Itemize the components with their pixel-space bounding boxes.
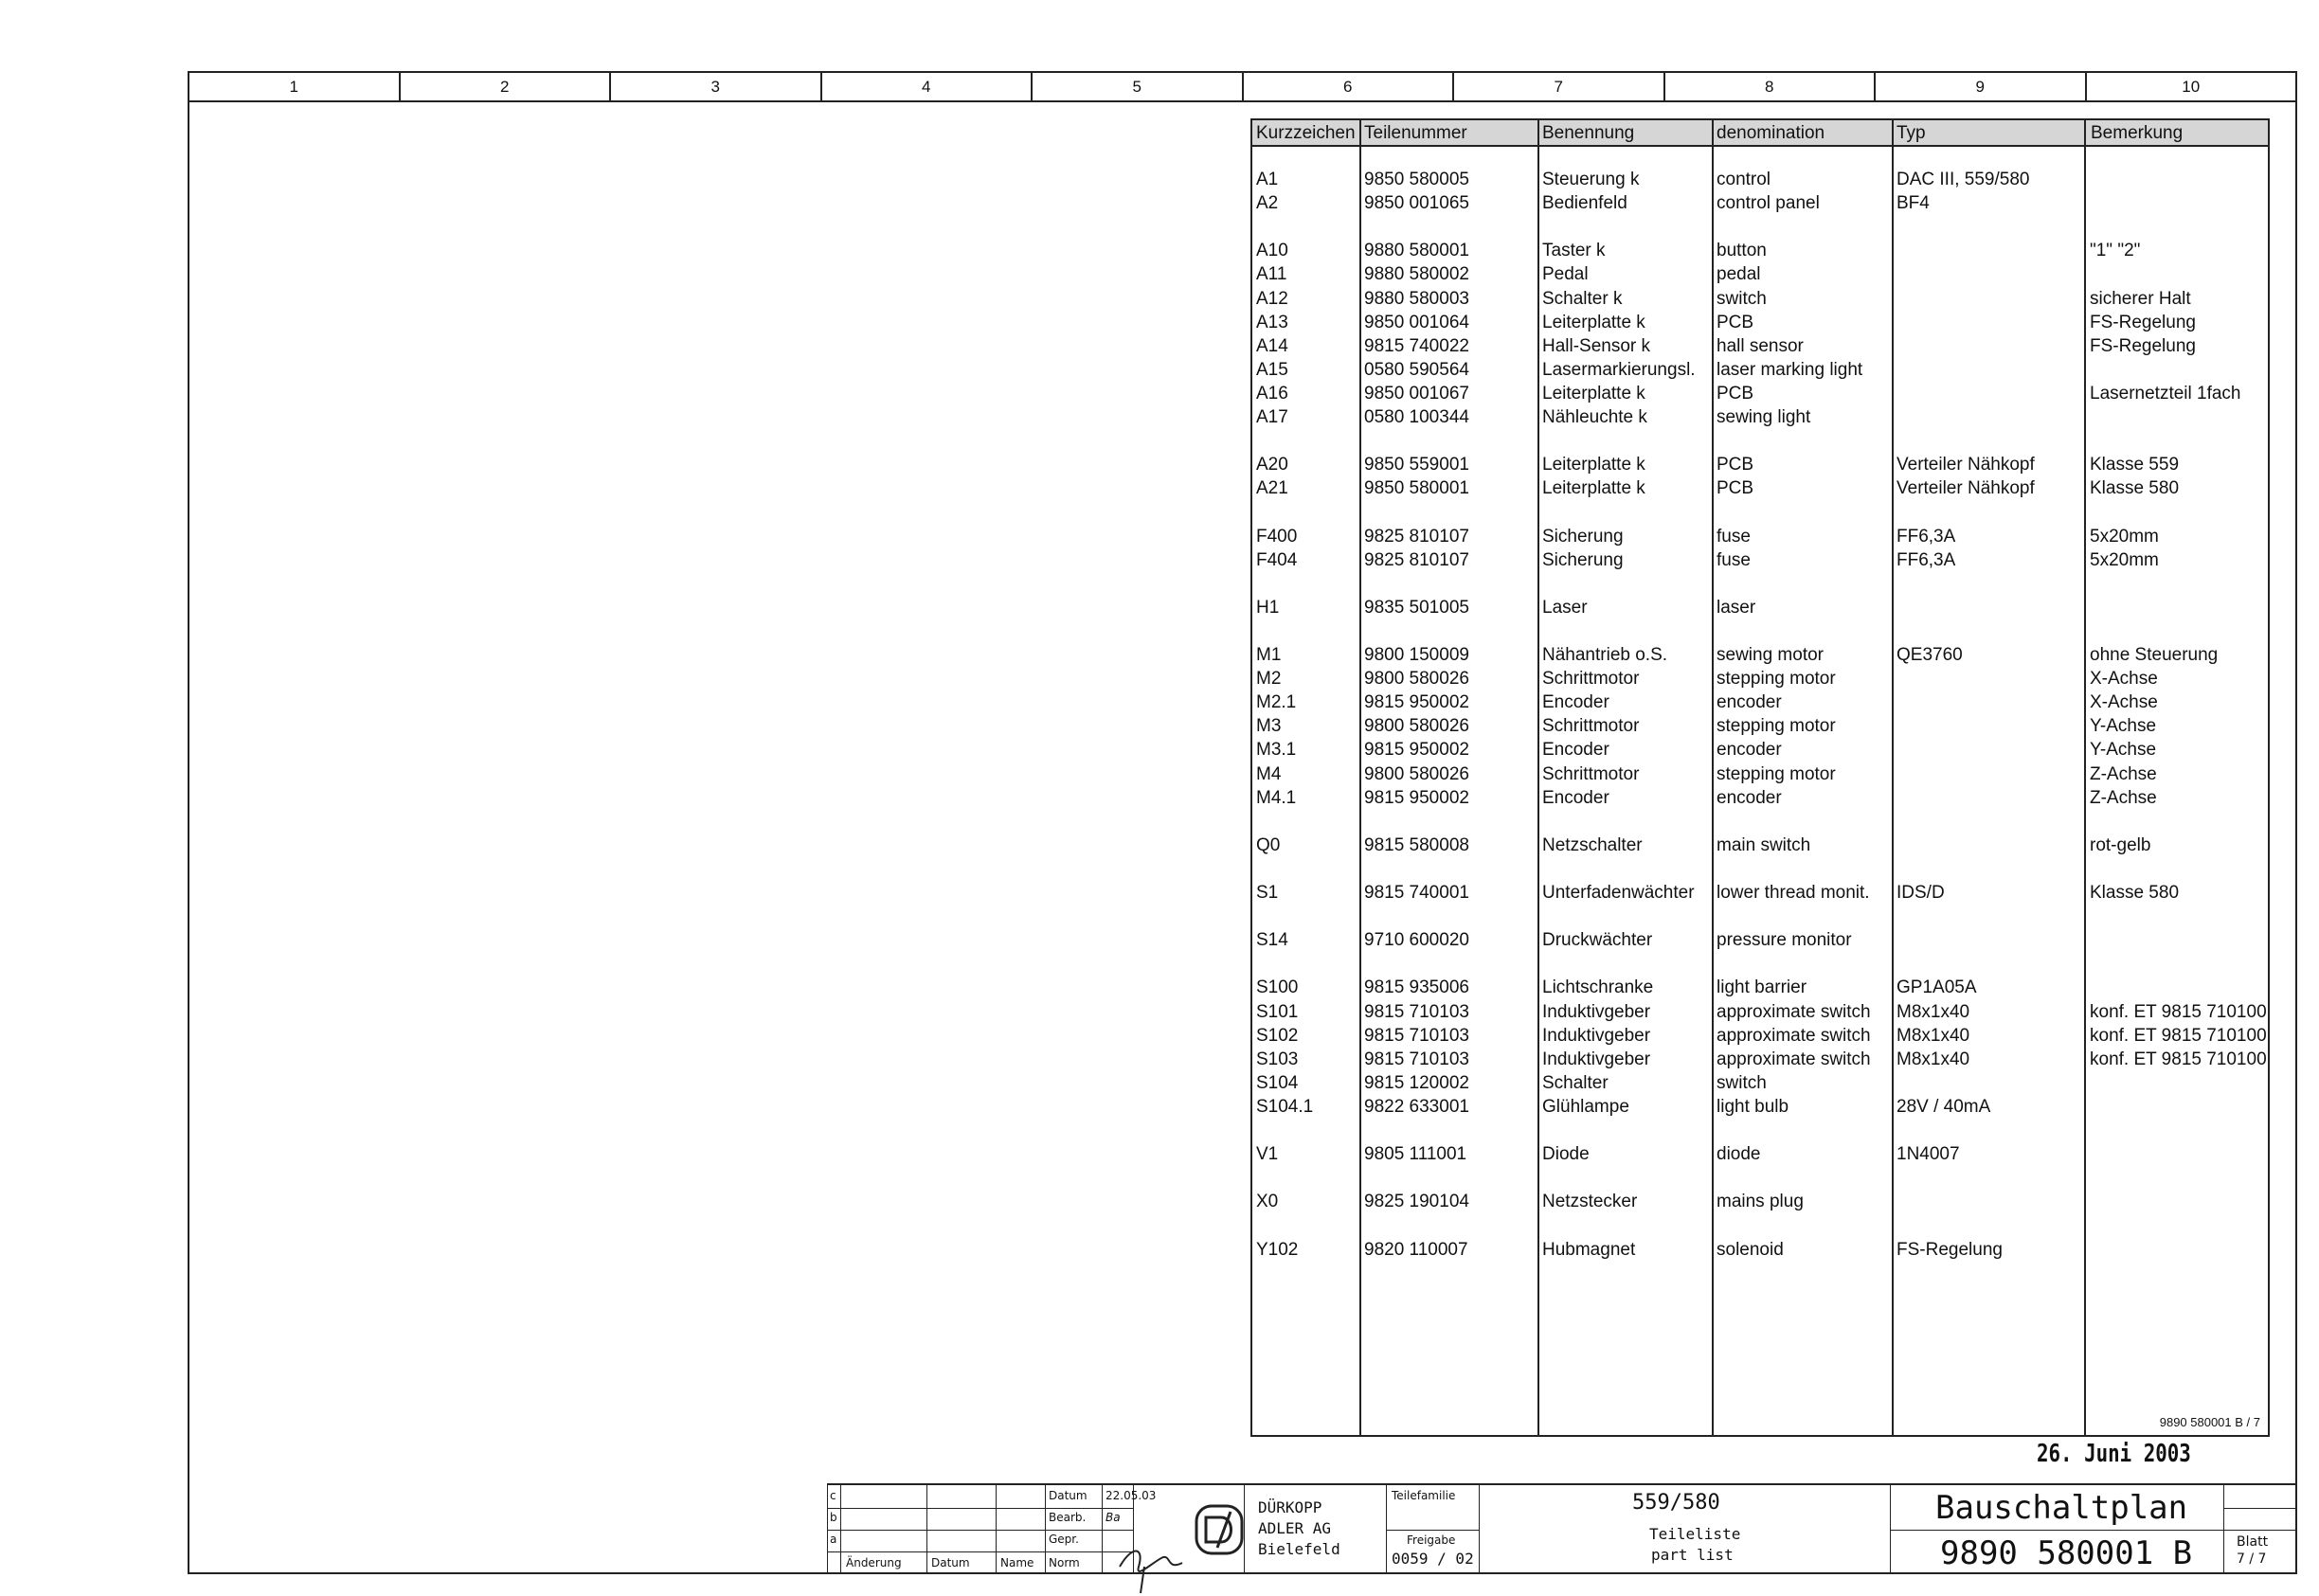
cell-bem: konf. ET 9815 710100 xyxy=(2090,1001,2267,1022)
table-row xyxy=(1252,764,2268,788)
table-row xyxy=(1252,1192,2268,1215)
parts-table-header xyxy=(1252,120,2268,147)
cell-k: M2 xyxy=(1256,669,1282,690)
cell-typ: DAC III, 559/580 xyxy=(1897,170,2030,189)
cell-t: 9880 580001 xyxy=(1364,241,1469,261)
column-number: 4 xyxy=(822,73,1034,100)
header-typ: Typ xyxy=(1897,123,1926,143)
cell-typ: IDS/D xyxy=(1897,883,1945,903)
cell-d: main switch xyxy=(1717,834,1811,855)
stamp-date: 26. Juni 2003 xyxy=(2037,1440,2191,1468)
cell-t: 9822 633001 xyxy=(1364,1096,1469,1117)
cell-k: V1 xyxy=(1256,1144,1279,1165)
header-teilenummer: Teilenummer xyxy=(1364,123,1467,143)
cell-d: light bulb xyxy=(1717,1096,1789,1117)
cell-b: Pedal xyxy=(1542,264,1589,285)
cell-t: 9710 600020 xyxy=(1364,930,1469,951)
cell-b: Taster k xyxy=(1542,241,1606,261)
column-number: 7 xyxy=(1454,73,1665,100)
cell-bem: Lasernetzteil 1fach xyxy=(2090,383,2241,403)
table-row xyxy=(1252,384,2268,407)
column-number: 5 xyxy=(1033,73,1244,100)
table-row xyxy=(1252,478,2268,502)
cell-b: Leiterplatte k xyxy=(1542,312,1645,332)
cell-bem: FS-Regelung xyxy=(2090,312,2196,332)
table-row xyxy=(1252,977,2268,1001)
cell-b: Schalter xyxy=(1542,1072,1609,1093)
freigabe-value: 0059 / 02 xyxy=(1392,1550,1474,1568)
parts-table xyxy=(1250,118,2270,1437)
column-number: 10 xyxy=(2182,78,2201,96)
cell-t: 9815 710103 xyxy=(1364,1001,1469,1022)
cell-d: diode xyxy=(1717,1144,1761,1165)
table-row xyxy=(1252,645,2268,669)
cell-k: S103 xyxy=(1256,1049,1299,1069)
cell-d: pedal xyxy=(1717,264,1761,285)
cell-k: S1 xyxy=(1256,883,1279,903)
header-benennung: Benennung xyxy=(1542,123,1635,143)
cell-k: S14 xyxy=(1256,930,1288,951)
table-row xyxy=(1252,193,2268,217)
cell-b: Druckwächter xyxy=(1542,930,1653,951)
table-row xyxy=(1252,692,2268,716)
cell-k: X0 xyxy=(1256,1192,1279,1212)
datum-value: 22.05.03 xyxy=(1106,1489,1157,1502)
cell-b: Glühlampe xyxy=(1542,1096,1629,1117)
cell-b: Hubmagnet xyxy=(1542,1239,1636,1260)
info-label-gepr: Gepr. xyxy=(1049,1533,1079,1546)
cell-k: A20 xyxy=(1256,455,1288,475)
cell-bem: X-Achse xyxy=(2090,669,2158,690)
cell-d: laser marking light xyxy=(1717,359,1863,380)
column-number: 9 xyxy=(1876,73,2087,100)
cell-bem: "1" "2" xyxy=(2090,241,2141,261)
cell-d: mains plug xyxy=(1717,1192,1804,1212)
cell-bem: sicherer Halt xyxy=(2090,288,2191,309)
table-row xyxy=(1252,550,2268,574)
cell-bem: X-Achse xyxy=(2090,692,2158,713)
cell-d: solenoid xyxy=(1717,1239,1784,1260)
cell-b: Induktivgeber xyxy=(1542,1049,1651,1069)
footer-label-name: Name xyxy=(1000,1556,1034,1569)
header-denomination: denomination xyxy=(1717,123,1825,143)
cell-t: 9880 580003 xyxy=(1364,288,1469,309)
table-row xyxy=(1252,1002,2268,1026)
cell-b: Schalter k xyxy=(1542,288,1623,309)
cell-b: Leiterplatte k xyxy=(1542,478,1645,499)
cell-b: Schrittmotor xyxy=(1542,669,1640,690)
cell-k: A16 xyxy=(1256,383,1288,403)
cell-k: S100 xyxy=(1256,977,1299,998)
cell-d: approximate switch xyxy=(1717,1001,1871,1022)
column-number: 2 xyxy=(401,73,612,100)
table-row xyxy=(1252,1144,2268,1168)
info-label-bearb: Bearb. xyxy=(1049,1511,1087,1524)
table-row xyxy=(1252,170,2268,193)
cell-t: 9825 190104 xyxy=(1364,1192,1469,1212)
cell-typ: FF6,3A xyxy=(1897,549,1956,570)
teilefamilie-label: Teilefamilie xyxy=(1392,1489,1456,1502)
cell-t: 9800 580026 xyxy=(1364,763,1469,784)
cell-b: Unterfadenwächter xyxy=(1542,883,1695,903)
cell-k: A10 xyxy=(1256,241,1288,261)
cell-k: S104.1 xyxy=(1256,1096,1314,1117)
cell-d: switch xyxy=(1717,288,1767,309)
cell-bem: Y-Achse xyxy=(2090,716,2157,737)
cell-b: Netzschalter xyxy=(1542,834,1643,855)
cell-t: 0580 590564 xyxy=(1364,359,1469,380)
cell-bem: 5x20mm xyxy=(2090,549,2159,570)
table-row xyxy=(1252,669,2268,692)
cell-b: Schrittmotor xyxy=(1542,716,1640,737)
table-row xyxy=(1252,1073,2268,1097)
cell-k: Q0 xyxy=(1256,834,1281,855)
cell-d: fuse xyxy=(1717,549,1751,570)
cell-b: Encoder xyxy=(1542,740,1609,761)
cell-t: 9825 810107 xyxy=(1364,549,1469,570)
cell-b: Lichtschranke xyxy=(1542,977,1654,998)
cell-k: A13 xyxy=(1256,312,1288,332)
bearb-value: Ba xyxy=(1106,1511,1121,1524)
cell-d: lower thread monit. xyxy=(1717,883,1870,903)
table-row xyxy=(1252,1240,2268,1264)
cell-d: pressure monitor xyxy=(1717,930,1852,951)
cell-bem: Klasse 559 xyxy=(2090,455,2180,475)
cell-d: control xyxy=(1717,170,1771,189)
cell-b: Lasermarkierungsl. xyxy=(1542,359,1696,380)
cell-b: Laser xyxy=(1542,597,1588,618)
cell-k: A1 xyxy=(1256,170,1279,189)
company-line-1: DÜRKOPP xyxy=(1258,1498,1322,1516)
cell-d: encoder xyxy=(1717,692,1782,713)
cell-b: Bedienfeld xyxy=(1542,193,1627,214)
cell-d: approximate switch xyxy=(1717,1049,1871,1069)
cell-b: Sicherung xyxy=(1542,526,1624,547)
cell-d: button xyxy=(1717,241,1767,261)
table-row xyxy=(1252,1026,2268,1049)
table-row xyxy=(1252,598,2268,621)
cell-d: light barrier xyxy=(1717,977,1807,998)
table-row xyxy=(1252,241,2268,264)
cell-bem: Klasse 580 xyxy=(2090,478,2180,499)
cell-bem: Z-Achse xyxy=(2090,787,2157,808)
cell-t: 9815 580008 xyxy=(1364,834,1469,855)
cell-t: 9880 580002 xyxy=(1364,264,1469,285)
cell-d: approximate switch xyxy=(1717,1025,1871,1046)
cell-typ: 1N4007 xyxy=(1897,1144,1960,1165)
table-row xyxy=(1252,835,2268,859)
cell-b: Steuerung k xyxy=(1542,170,1640,189)
cell-b: Nähantrieb o.S. xyxy=(1542,645,1668,665)
cell-bem: FS-Regelung xyxy=(2090,335,2196,356)
cell-k: Y102 xyxy=(1256,1239,1299,1260)
cell-d: PCB xyxy=(1717,455,1754,475)
cell-k: M3 xyxy=(1256,716,1282,737)
cell-d: PCB xyxy=(1717,478,1754,499)
cell-t: 9815 950002 xyxy=(1364,692,1469,713)
cell-k: S102 xyxy=(1256,1025,1299,1046)
cell-typ: FF6,3A xyxy=(1897,526,1956,547)
cell-typ: M8x1x40 xyxy=(1897,1001,1970,1022)
cell-k: A17 xyxy=(1256,407,1288,427)
column-number: 3 xyxy=(611,73,822,100)
info-label-norm: Norm xyxy=(1049,1556,1080,1569)
cell-t: 9850 001067 xyxy=(1364,383,1469,403)
cell-b: Diode xyxy=(1542,1144,1590,1165)
cell-typ: Verteiler Nähkopf xyxy=(1897,455,2035,475)
table-row xyxy=(1252,313,2268,336)
cell-d: sewing light xyxy=(1717,407,1811,427)
cell-d: hall sensor xyxy=(1717,335,1804,356)
table-row xyxy=(1252,527,2268,550)
cell-b: Netzstecker xyxy=(1542,1192,1638,1212)
footer-label-datum: Datum xyxy=(931,1556,970,1569)
cell-k: A2 xyxy=(1256,193,1279,214)
cell-t: 9850 001064 xyxy=(1364,312,1469,332)
cell-d: encoder xyxy=(1717,787,1782,808)
cell-d: stepping motor xyxy=(1717,669,1836,690)
cell-d: encoder xyxy=(1717,740,1782,761)
cell-bem: ohne Steuerung xyxy=(2090,645,2219,665)
cell-d: laser xyxy=(1717,597,1756,618)
cell-k: M3.1 xyxy=(1256,740,1297,761)
document-reference: 9890 580001 B / 7 xyxy=(2159,1415,2260,1429)
column-number: 6 xyxy=(1244,73,1455,100)
cell-t: 9815 935006 xyxy=(1364,977,1469,998)
cell-typ: BF4 xyxy=(1897,193,1930,214)
cell-k: A21 xyxy=(1256,478,1288,499)
cell-t: 9800 580026 xyxy=(1364,669,1469,690)
cell-d: stepping motor xyxy=(1717,716,1836,737)
cell-bem: Z-Achse xyxy=(2090,763,2157,784)
table-row xyxy=(1252,455,2268,478)
rev-letter: c xyxy=(830,1489,836,1502)
rev-letter: a xyxy=(830,1533,837,1546)
cell-b: Hall-Sensor k xyxy=(1542,335,1651,356)
cell-bem: Y-Achse xyxy=(2090,740,2157,761)
cell-t: 9815 120002 xyxy=(1364,1072,1469,1093)
cell-bem: konf. ET 9815 710100 xyxy=(2090,1049,2267,1069)
cell-k: H1 xyxy=(1256,597,1280,618)
blatt-value: 7 / 7 xyxy=(2237,1551,2267,1567)
cell-typ: QE3760 xyxy=(1897,645,1963,665)
cell-d: PCB xyxy=(1717,383,1754,403)
cell-b: Leiterplatte k xyxy=(1542,455,1645,475)
cell-t: 9800 580026 xyxy=(1364,716,1469,737)
subtitle-en: part list xyxy=(1651,1546,1734,1564)
table-row xyxy=(1252,336,2268,360)
cell-k: S101 xyxy=(1256,1001,1299,1022)
cell-typ: 28V / 40mA xyxy=(1897,1096,1991,1117)
duerkopp-adler-logo xyxy=(1193,1500,1248,1559)
cell-bem: Klasse 580 xyxy=(2090,883,2180,903)
column-number: 1 xyxy=(189,73,401,100)
cell-k: M2.1 xyxy=(1256,692,1297,713)
table-row xyxy=(1252,716,2268,740)
cell-typ: M8x1x40 xyxy=(1897,1025,1970,1046)
footer-label-aenderung: Änderung xyxy=(846,1556,902,1569)
column-number: 8 xyxy=(1665,73,1877,100)
cell-b: Nähleuchte k xyxy=(1542,407,1647,427)
cell-b: Encoder xyxy=(1542,692,1609,713)
company-line-3: Bielefeld xyxy=(1258,1540,1340,1558)
cell-typ: Verteiler Nähkopf xyxy=(1897,478,2035,499)
cell-k: M4.1 xyxy=(1256,787,1297,808)
cell-k: M4 xyxy=(1256,763,1282,784)
cell-t: 9815 740022 xyxy=(1364,335,1469,356)
cell-b: Leiterplatte k xyxy=(1542,383,1645,403)
title-block xyxy=(827,1483,2297,1576)
cell-t: 9850 559001 xyxy=(1364,455,1469,475)
cell-b: Induktivgeber xyxy=(1542,1001,1651,1022)
company-line-2: ADLER AG xyxy=(1258,1519,1332,1537)
cell-k: M1 xyxy=(1256,645,1282,665)
cell-d: PCB xyxy=(1717,312,1754,332)
cell-bem: konf. ET 9815 710100 xyxy=(2090,1025,2267,1046)
cell-d: control panel xyxy=(1717,193,1820,214)
machine-class: 559/580 xyxy=(1632,1491,1720,1515)
cell-k: A12 xyxy=(1256,288,1288,309)
table-row xyxy=(1252,360,2268,384)
cell-d: fuse xyxy=(1717,526,1751,547)
cell-k: S104 xyxy=(1256,1072,1299,1093)
signature-mark xyxy=(1116,1538,1192,1595)
cell-bem: rot-gelb xyxy=(2090,834,2151,855)
cell-t: 0580 100344 xyxy=(1364,407,1469,427)
table-row xyxy=(1252,788,2268,812)
cell-b: Encoder xyxy=(1542,787,1609,808)
cell-k: A15 xyxy=(1256,359,1288,380)
cell-k: F404 xyxy=(1256,549,1298,570)
cell-d: switch xyxy=(1717,1072,1767,1093)
cell-b: Induktivgeber xyxy=(1542,1025,1651,1046)
cell-t: 9850 001065 xyxy=(1364,193,1469,214)
info-label-datum: Datum xyxy=(1049,1489,1088,1502)
cell-t: 9835 501005 xyxy=(1364,597,1469,618)
table-row xyxy=(1252,1049,2268,1073)
cell-k: F400 xyxy=(1256,526,1298,547)
cell-t: 9800 150009 xyxy=(1364,645,1469,665)
cell-d: sewing motor xyxy=(1717,645,1824,665)
cell-t: 9820 110007 xyxy=(1364,1239,1468,1260)
cell-t: 9815 710103 xyxy=(1364,1025,1469,1046)
blatt-label: Blatt xyxy=(2237,1534,2269,1550)
table-row xyxy=(1252,289,2268,313)
cell-typ: M8x1x40 xyxy=(1897,1049,1970,1069)
cell-bem: 5x20mm xyxy=(2090,526,2159,547)
cell-t: 9850 580001 xyxy=(1364,478,1469,499)
cell-d: stepping motor xyxy=(1717,763,1836,784)
cell-t: 9850 580005 xyxy=(1364,170,1469,189)
table-row xyxy=(1252,740,2268,763)
header-bemerkung: Bemerkung xyxy=(2091,123,2184,143)
table-row xyxy=(1252,264,2268,288)
subtitle-de: Teileliste xyxy=(1649,1525,1741,1543)
cell-b: Sicherung xyxy=(1542,549,1624,570)
table-row xyxy=(1252,883,2268,906)
freigabe-label: Freigabe xyxy=(1407,1533,1456,1547)
cell-typ: GP1A05A xyxy=(1897,977,1977,998)
cell-b: Schrittmotor xyxy=(1542,763,1640,784)
table-row xyxy=(1252,930,2268,954)
cell-typ: FS-Regelung xyxy=(1897,1239,2003,1260)
cell-k: A14 xyxy=(1256,335,1288,356)
cell-t: 9815 740001 xyxy=(1364,883,1469,903)
drawing-number: 9890 580001 B xyxy=(1940,1534,2193,1572)
cell-k: A11 xyxy=(1256,264,1287,285)
header-kurzzeichen: Kurzzeichen xyxy=(1256,123,1356,143)
table-row xyxy=(1252,407,2268,431)
column-index-bar xyxy=(189,73,2295,102)
cell-t: 9815 710103 xyxy=(1364,1049,1469,1069)
cell-t: 9815 950002 xyxy=(1364,740,1469,761)
cell-t: 9815 950002 xyxy=(1364,787,1469,808)
rev-letter: b xyxy=(830,1511,837,1524)
table-row xyxy=(1252,1097,2268,1121)
cell-t: 9825 810107 xyxy=(1364,526,1469,547)
drawing-title: Bauschaltplan xyxy=(1935,1489,2188,1527)
cell-t: 9805 111001 xyxy=(1364,1144,1467,1165)
